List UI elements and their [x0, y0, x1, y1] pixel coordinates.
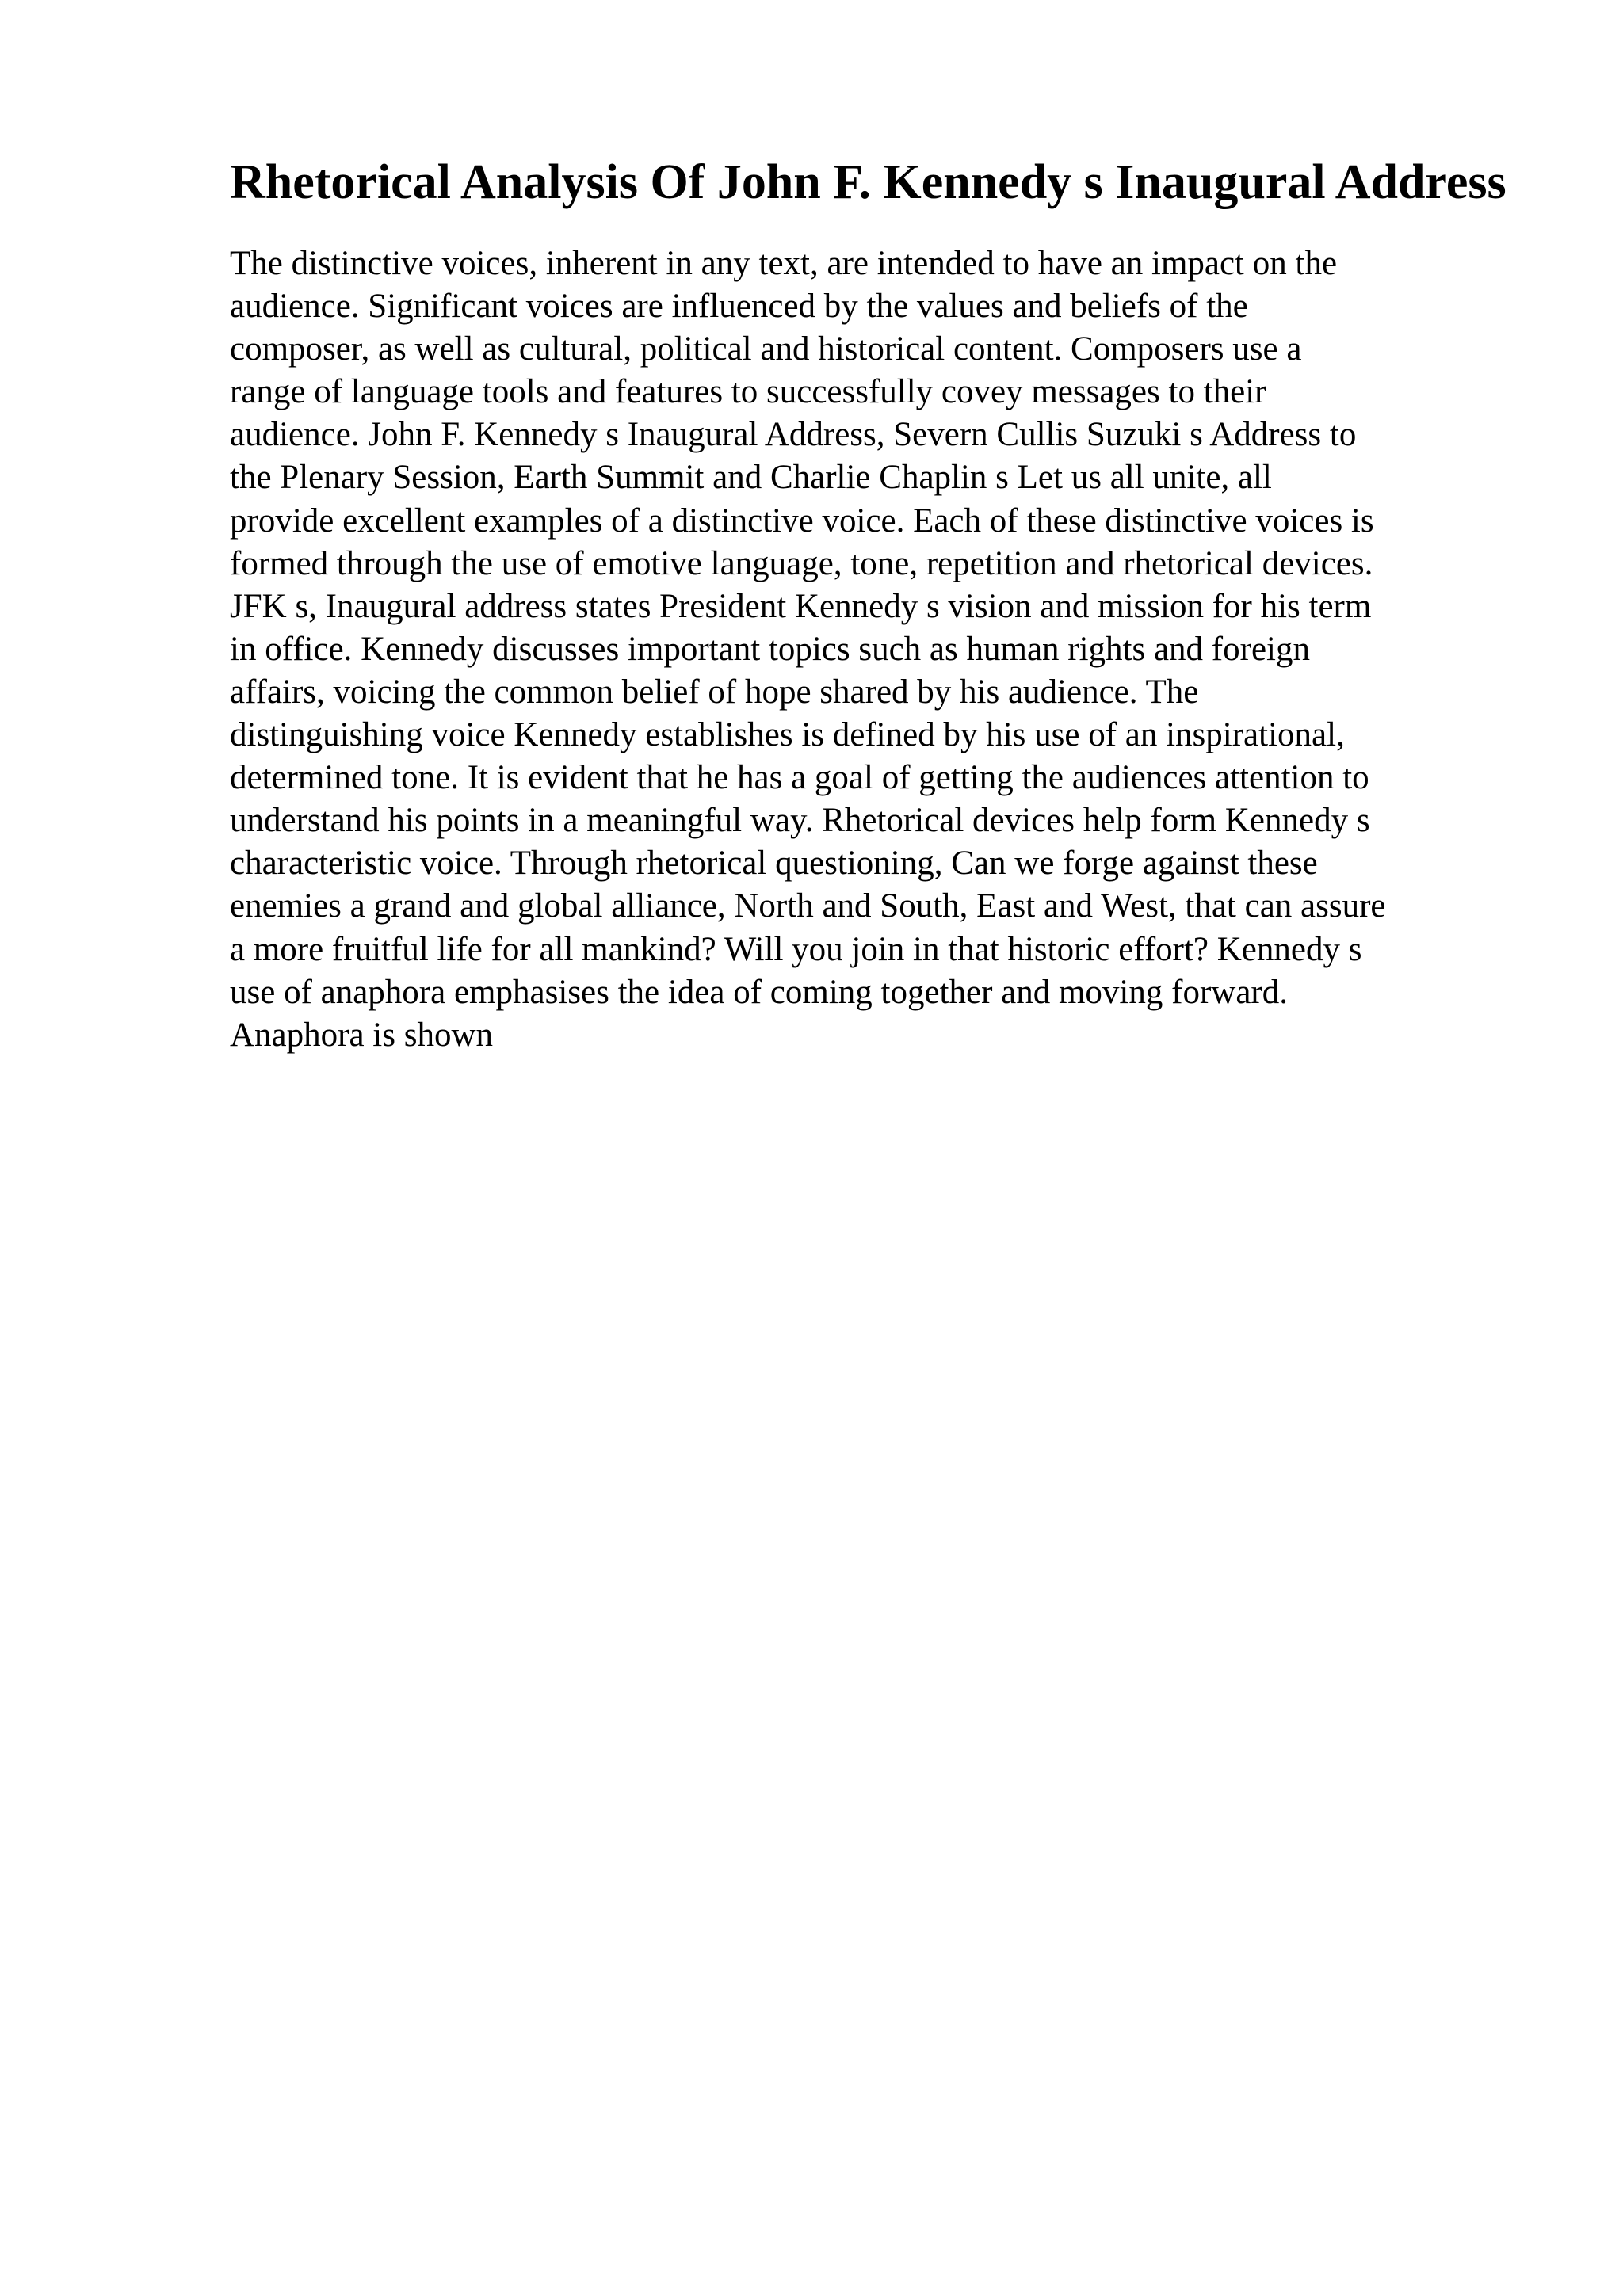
body-line: determined tone. It is evident that he has a goal of getting the audiences attention to [230, 759, 1369, 797]
body-line: composer, as well as cultural, political and historical content. Composers use a [230, 330, 1302, 368]
body-line: understand his points in a meaningful way. Rhetorical devices help form Kennedy s [230, 802, 1370, 840]
body-line: The distinctive voices, inherent in any text, are intended to have an impact on the [230, 245, 1338, 282]
body-line: formed through the use of emotive language, tone, repetition and rhetorical devices. [230, 544, 1373, 582]
body-line: Anaphora is shown [230, 1016, 494, 1054]
body-line: range of language tools and features to successfully covey messages to their [230, 373, 1266, 411]
body-line: enemies a grand and global alliance, North and South, East and West, that can assure [230, 887, 1386, 925]
body-line: the Plenary Session, Earth Summit and Charlie Chaplin s Let us all unite, all [230, 459, 1272, 497]
body-line: distinguishing voice Kennedy establishes is defined by his use of an inspirational, [230, 716, 1345, 754]
document-body [230, 242, 1386, 1057]
body-line: audience. John F. Kennedy s Inaugural Address, Severn Cullis Suzuki s Address to [230, 416, 1357, 454]
body-line: JFK s, Inaugural address states President Kennedy s vision and mission for his term [230, 587, 1372, 625]
body-line: characteristic voice. Through rhetorical questioning, Can we forge against these [230, 845, 1318, 883]
body-line: audience. Significant voices are influenced by the values and beliefs of the [230, 288, 1248, 326]
body-line: a more fruitful life for all mankind? Will you join in that historic effort? Kennedy s [230, 930, 1362, 968]
body-line: use of anaphora emphasises the idea of coming together and moving forward. [230, 973, 1288, 1011]
body-line: provide excellent examples of a distinctive voice. Each of these distinctive voices is [230, 502, 1374, 540]
document-title: Rhetorical Analysis Of John F. Kennedy s Inaugural Address [230, 155, 1507, 209]
body-line: in office. Kennedy discusses important topics such as human rights and foreign [230, 630, 1310, 668]
body-line: affairs, voicing the common belief of hope shared by his audience. The [230, 673, 1199, 711]
